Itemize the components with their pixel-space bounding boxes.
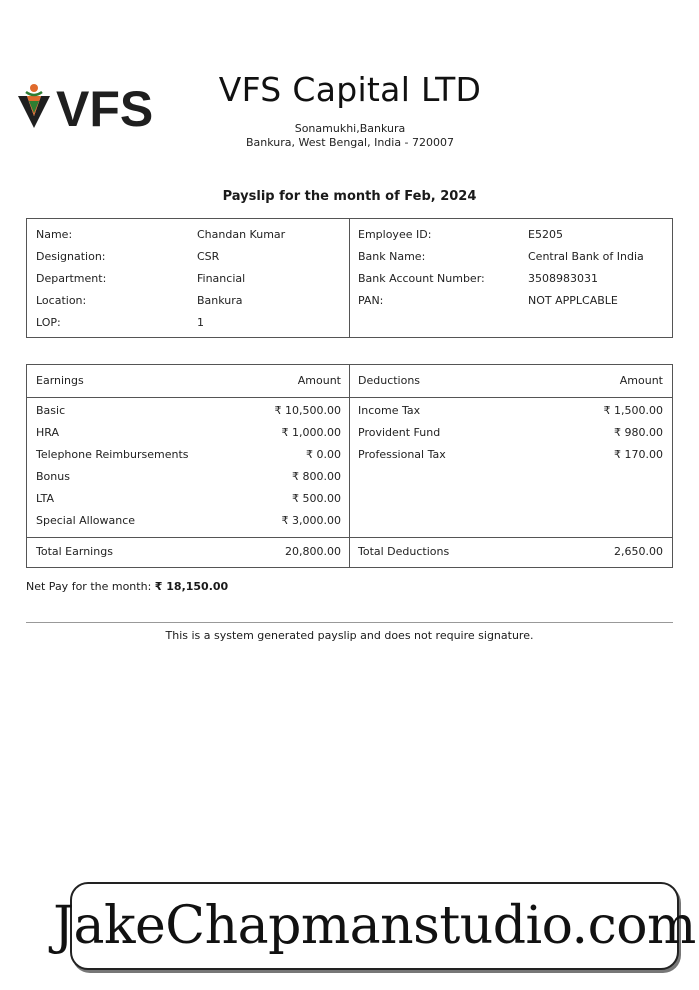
earning-amount: ₹ 10,500.00	[274, 404, 341, 417]
deduction-label: Professional Tax	[358, 448, 446, 461]
logo-wordmark: VFS	[56, 82, 154, 130]
deduction-amount: ₹ 1,500.00	[603, 404, 663, 417]
watermark-text: JakeChapmanstudio.com	[53, 896, 696, 956]
deductions-header: Deductions	[358, 374, 421, 387]
address-line-1: Sonamukhi,Bankura	[294, 122, 406, 135]
earning-label: Telephone Reimbursements	[36, 448, 189, 461]
company-logo	[18, 82, 170, 130]
earning-label: Basic	[36, 404, 66, 417]
footer-divider	[26, 622, 673, 623]
earning-label: Special Allowance	[36, 514, 136, 527]
bank-name-value: Central Bank of India	[528, 250, 644, 263]
location-label: Location:	[36, 294, 87, 307]
location-value: Bankura	[197, 294, 243, 307]
header-divider	[27, 397, 672, 398]
net-pay	[26, 580, 228, 593]
earning-amount: ₹ 0.00	[306, 448, 341, 461]
earnings-deductions-table	[26, 364, 673, 568]
total-deductions-value: 2,650.00	[614, 545, 663, 558]
bank-account-value: 3508983031	[528, 272, 598, 285]
earning-label: LTA	[36, 492, 55, 505]
deduction-amount: ₹ 980.00	[614, 426, 663, 439]
total-earnings-label: Total Earnings	[36, 545, 113, 558]
pan-value: NOT APPLCABLE	[528, 294, 618, 307]
info-divider	[349, 219, 350, 337]
earning-label: HRA	[36, 426, 59, 439]
deduction-label: Income Tax	[358, 404, 421, 417]
department-value: Financial	[197, 272, 246, 285]
deduction-label: Provident Fund	[358, 426, 441, 439]
deduction-amount: ₹ 170.00	[614, 448, 663, 461]
earnings-amount-header: Amount	[297, 374, 341, 387]
lop-value: 1	[197, 316, 204, 329]
earning-amount: ₹ 500.00	[292, 492, 341, 505]
logo-mark-icon	[18, 84, 50, 128]
bank-name-label: Bank Name:	[358, 250, 426, 263]
total-divider	[27, 537, 672, 538]
company-name: VFS Capital LTD	[218, 70, 482, 109]
total-earnings-value: 20,800.00	[285, 545, 341, 558]
payslip-title: Payslip for the month of Feb, 2024	[222, 189, 477, 204]
watermark-banner	[53, 882, 696, 970]
earning-amount: ₹ 800.00	[292, 470, 341, 483]
pan-label: PAN:	[358, 294, 384, 307]
earning-label: Bonus	[36, 470, 70, 483]
department-label: Department:	[36, 272, 107, 285]
designation-label: Designation:	[36, 250, 106, 263]
designation-value: CSR	[197, 250, 220, 263]
lop-label: LOP:	[36, 316, 61, 329]
name-label: Name:	[36, 228, 73, 241]
footer-note: This is a system generated payslip and does not require signature.	[165, 629, 534, 642]
employee-info-box	[26, 218, 673, 338]
earning-amount: ₹ 3,000.00	[281, 514, 341, 527]
bank-account-label: Bank Account Number:	[358, 272, 485, 285]
earnings-header: Earnings	[36, 374, 84, 387]
employee-id-value: E5205	[528, 228, 563, 241]
deductions-amount-header: Amount	[619, 374, 663, 387]
earning-amount: ₹ 1,000.00	[281, 426, 341, 439]
employee-id-label: Employee ID:	[358, 228, 432, 241]
net-pay-value: ₹ 18,150.00	[154, 580, 229, 593]
total-deductions-label: Total Deductions	[358, 545, 450, 558]
name-value: Chandan Kumar	[197, 228, 286, 241]
net-pay-label: Net Pay for the month:	[26, 580, 152, 593]
address-line-2: Bankura, West Bengal, India - 720007	[245, 136, 455, 149]
